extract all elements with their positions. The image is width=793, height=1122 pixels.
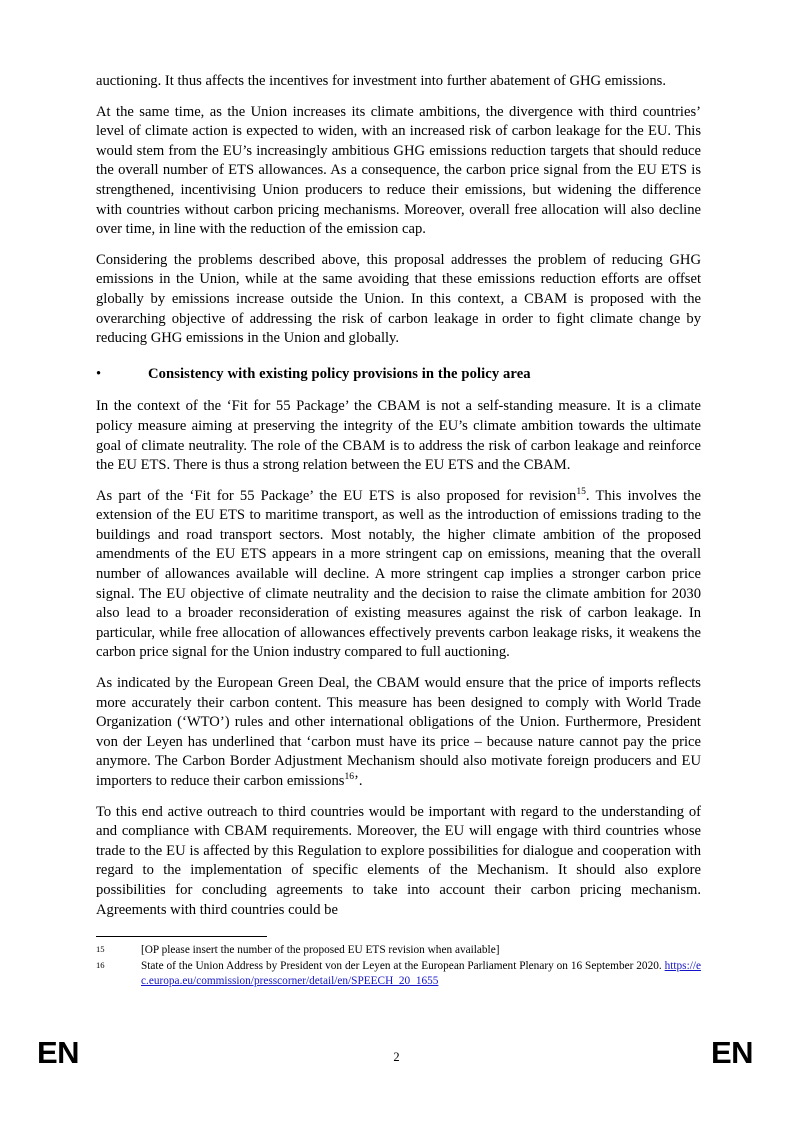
paragraph-5 — [96, 487, 701, 663]
section-heading-label: Consistency with existing policy provisions in the policy area — [148, 365, 531, 382]
paragraph-6 — [96, 674, 701, 792]
footnote-item-16 — [96, 959, 701, 990]
language-marker-left: EN — [37, 1035, 80, 1070]
footnotes-section — [96, 936, 701, 990]
footnote-text-16: State of the Union Address by President von der Leyen at the European Parliament Plenary on 16 September 2020. — [141, 959, 665, 972]
paragraph-6-part2: ’. — [354, 773, 363, 789]
paragraph-7: To this end active outreach to third countries would be important with regard to the understanding of and compliance with CBAM requirements. Moreover, the EU will engage with third countries whose trade to the EU is affected by this Regulation to explore possibilities for dialogue and cooperation with regard to the implementation of specific elements of the Mechanism. It should also explore possibilities for concluding agreements to take into account their carbon pricing mechanism. Agreements with third countries could be — [96, 803, 701, 918]
footnote-marker-16: 16 — [96, 959, 105, 970]
language-marker-right: EN — [711, 1035, 754, 1070]
footnote-ref-16[interactable]: 16 — [344, 771, 355, 783]
section-heading-consistency — [96, 365, 701, 385]
paragraph-2: At the same time, as the Union increases its climate ambitions, the divergence with third countries’ level of climate action is expected to widen, with an increased risk of carbon leakage for the EU. This would stem from the EU’s increasingly ambitious GHG emissions reduction targets that should reduce the overall number of ETS allowances. As a consequence, the carbon price signal from the EU ETS is strengthened, incentivising Union producers to reduce their emissions, but widening the difference with countries without carbon pricing mechanisms. Moreover, overall free allocation will also decline over time, in line with the reduction of the emission cap. — [96, 103, 701, 238]
footnote-marker-15: 15 — [96, 944, 105, 954]
footnote-text-15: [OP please insert the number of the proposed EU ETS revision when available] — [141, 944, 500, 956]
document-body — [96, 72, 701, 920]
paragraph-1: auctioning. It thus affects the incentives for investment into further abatement of GHG emissions. — [96, 73, 666, 89]
bullet-marker-icon: • — [96, 365, 102, 382]
footnote-item-15 — [96, 943, 701, 959]
paragraph-3: Considering the problems described above, this proposal addresses the problem of reducing GHG emissions in the Union, while at the same avoiding that these emissions reduction efforts are offset globally by emissions increase outside the Union. In this context, a CBAM is proposed with the overarching objective of addressing the risk of carbon leakage in order to fight climate change by reducing GHG emissions in the Union and globally. — [96, 251, 701, 347]
footnote-separator-rule — [96, 936, 267, 937]
footnote-ref-15[interactable]: 15 — [576, 485, 586, 497]
page-number: 2 — [393, 1050, 400, 1064]
footnote-link-speech[interactable]: https://ec.europa.eu/commission/presscorner/detail/en/SPEECH_20_1655 — [141, 959, 701, 988]
paragraph-6-part1: As indicated by the European Green Deal, the CBAM would ensure that the price of imports reflects more accurately their carbon content. This measure has been designed to comply with World Trade Organization (‘WTO’) rules and other international obligations of the Union. Furthermore, President von der Leyen has underlined that ‘carbon must have its price – because nature cannot pay the price anymore. The Carbon Border Adjustment Mechanism should also motivate foreign producers and EU importers to reduce their carbon emissions — [96, 675, 701, 789]
paragraph-4: In the context of the ‘Fit for 55 Package’ the CBAM is not a self-standing measure. It is a climate policy measure aiming at preserving the integrity of the EU’s climate ambition towards the ultimate goal of climate neutrality. The role of the CBAM is to address the risk of carbon leakage and reinforce the EU ETS. There is thus a strong relation between the EU ETS and the CBAM. — [96, 398, 701, 474]
paragraph-5-part1: As part of the ‘Fit for 55 Package’ the EU ETS is also proposed for revision — [96, 487, 577, 504]
paragraph-5-part2: . This involves the extension of the EU ETS to maritime transport, as well as the introduction of emissions trading to the buildings and road transport sectors. Most notably, the higher climate ambition of the proposed amendments of the EU ETS appears in a more stringent cap on emissions, meaning that the overall number of allowances available will decline. A more stringent cap implies a stronger carbon price signal. The EU objective of climate neutrality and the decision to raise the climate ambition for 2030 also lead to a broader reconsideration of existing measures against the risk of carbon leakage. In particular, while free allocation of allowances effectively prevents carbon leakage risks, it weakens the carbon price signal for the Union industry compared to full auctioning. — [96, 487, 702, 661]
